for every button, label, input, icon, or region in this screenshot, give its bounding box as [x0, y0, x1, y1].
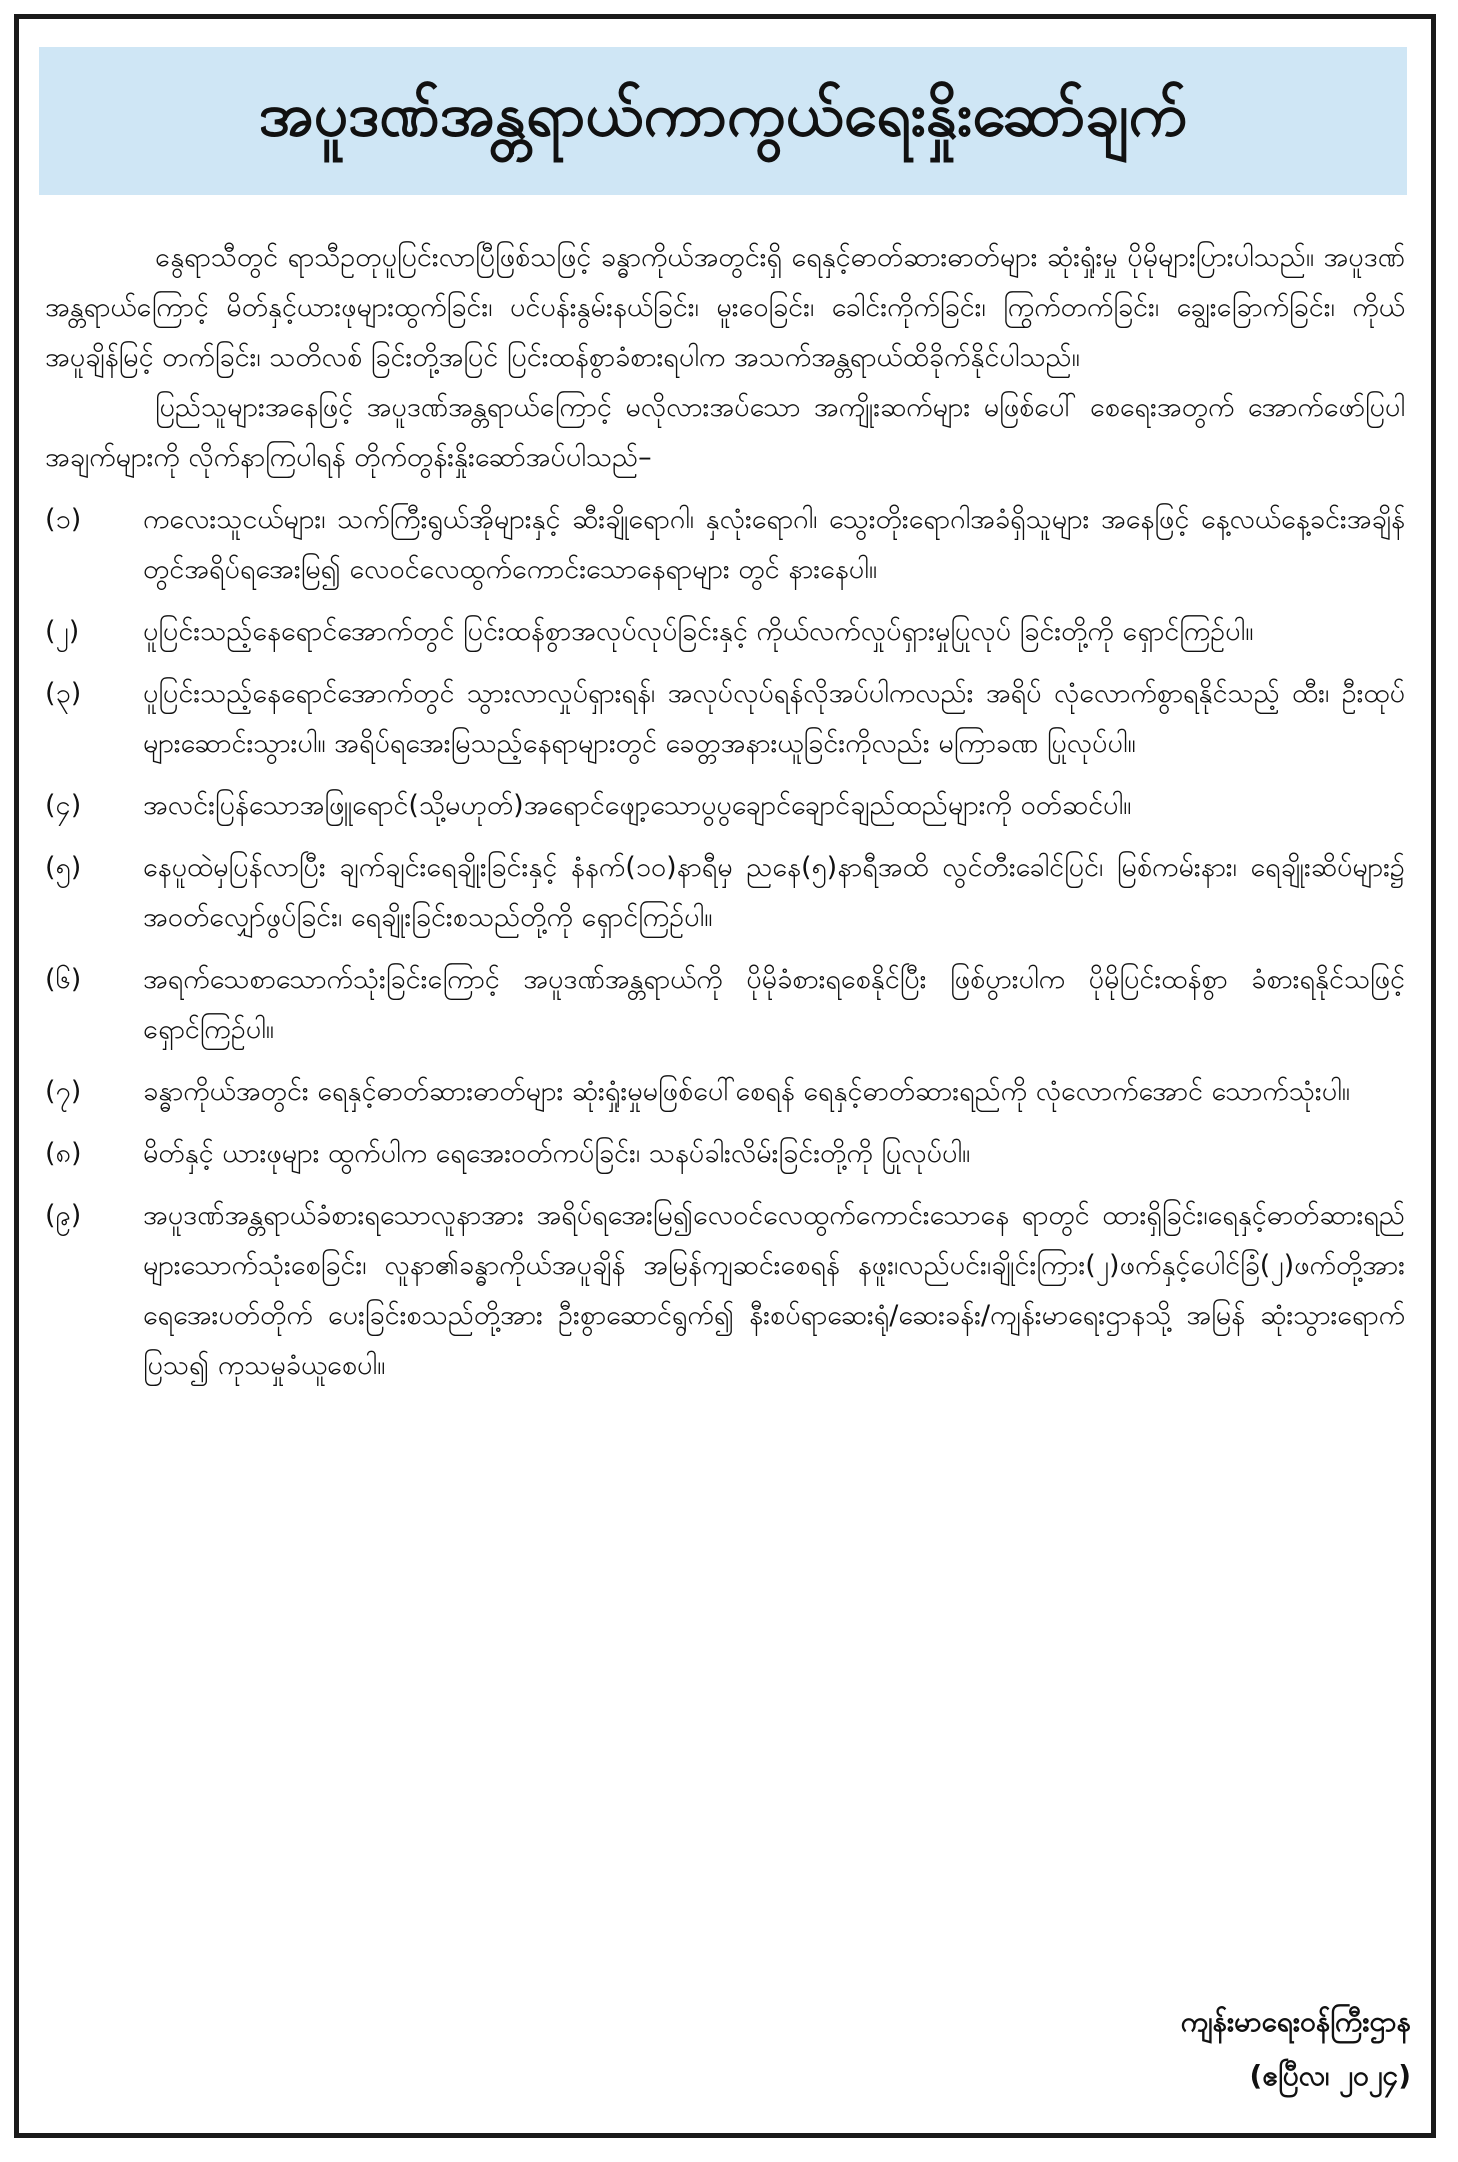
list-item-text: ကလေးသူငယ်များ၊ သက်ကြီးရွယ်အိုများနှင့် ဆီးချိုရောဂါ၊ နှလုံးရောဂါ၊ သွေးတိုးရောဂါအခံရှိသူများ အနေဖြင့် နေ့လယ်နေ့ခင်းအချိန်တွင်အရိပ်ရအေးမြ၍ လေဝင်လေထွက်ကောင်းသောနေရာများ တွင် နားနေပါ။	[143, 504, 1405, 585]
list-item-text: အရက်သေစာသောက်သုံးခြင်းကြောင့် အပူဒဏ်အန္တရာယ်ကို ပိုမိုခံစားရစေနိုင်ပြီး ဖြစ်ပွားပါက ပိုမိုပြင်းထန်စွာ ခံစားရနိုင်သဖြင့် ရှောင်ကြဉ်ပါ။	[143, 964, 1405, 1045]
list-item-number: (၇)	[45, 1076, 82, 1107]
intro-paragraph-2: ပြည်သူများအနေဖြင့် အပူဒဏ်အန္တရာယ်ကြောင့် မလိုလားအပ်သော အကျိုးဆက်များ မဖြစ်ပေါ် စေရေးအတွက် အောက်ဖော်ပြပါအချက်များကို လိုက်နာကြပါရန် တိုက်တွန်းနှိုးဆော်အပ်ပါသည်–	[45, 392, 1405, 473]
list-item-text: ပူပြင်းသည့်နေရောင်အောက်တွင် သွားလာလှုပ်ရှားရန်၊ အလုပ်လုပ်ရန်လိုအပ်ပါကလည်း အရိပ် လုံလောက်စွာရနိုင်သည့် ထီး၊ ဦးထုပ်များဆောင်းသွားပါ။ အရိပ်ရအေးမြသည့်နေရာများတွင် ခေတ္တအနားယူခြင်းကိုလည်း မကြာခဏ ပြုလုပ်ပါ။	[143, 678, 1405, 759]
list-item-number: (၄)	[45, 790, 82, 821]
list-item-text: အပူဒဏ်အန္တရာယ်ခံစားရသောလူနာအား အရိပ်ရအေးမြ၍လေဝင်လေထွက်ကောင်းသောနေ ရာတွင် ထားရှိခြင်း၊ရေနှင့်ဓာတ်ဆားရည်များသောက်သုံးစေခြင်း၊ လူနာ၏ခန္ဓာကိုယ်အပူချိန် အမြန်ကျဆင်းစေရန် နဖူး၊လည်ပင်း၊ချိုင်းကြား(၂)ဖက်နှင့်ပေါင်ခြံ(၂)ဖက်တို့အား ရေအေးပတ်တိုက် ပေးခြင်းစသည်တို့အား ဦးစွာဆောင်ရွက်၍ နီးစပ်ရာဆေးရုံ/ဆေးခန်း/ကျန်းမာရေးဌာနသို့ အမြန် ဆုံးသွားရောက်ပြသ၍ ကုသမှုခံယူစေပါ။	[143, 1200, 1405, 1381]
list-item	[45, 1067, 1405, 1117]
list-item-number: (၃)	[45, 678, 82, 709]
notice-body	[45, 233, 1405, 1391]
list-item-text: ပူပြင်းသည့်နေရောင်အောက်တွင် ပြင်းထန်စွာအလုပ်လုပ်ခြင်းနှင့် ကိုယ်လက်လှုပ်ရှားမှုပြုလုပ် ခြင်းတို့ကို ရှောင်ကြဉ်ပါ။	[143, 616, 1254, 647]
list-item-text: မိတ်နှင့် ယားဖုများ ထွက်ပါက ရေအေးဝတ်ကပ်ခြင်း၊ သနပ်ခါးလိမ်းခြင်းတို့ကို ပြုလုပ်ပါ။	[143, 1138, 971, 1169]
list-item-number: (၈)	[45, 1138, 82, 1169]
title-band	[39, 47, 1407, 195]
list-item	[45, 607, 1405, 657]
list-item	[45, 669, 1405, 769]
list-item-number: (၂)	[45, 616, 80, 647]
issuing-department: ကျန်းမာရေးဝန်ကြီးဌာန	[1180, 2005, 1411, 2038]
list-item	[45, 781, 1405, 831]
notice-title: အပူဒဏ်အန္တရာယ်ကာကွယ်ရေးနှိုးဆော်ချက်	[258, 80, 1188, 150]
issue-date: (ဧပြီလ၊ ၂၀၂၄)	[1249, 2059, 1411, 2092]
list-item-text: အလင်းပြန်သောအဖြူရောင်(သို့မဟုတ်)အရောင်ဖျော့သောပွပွချောင်ချောင်ချည်ထည်များကို ဝတ်ဆင်ပါ။	[143, 790, 1132, 821]
intro-paragraph-1: နွေရာသီတွင် ရာသီဥတုပူပြင်းလာပြီဖြစ်သဖြင့် ခန္ဓာကိုယ်အတွင်းရှိ ရေနှင့်ဓာတ်ဆားဓာတ်များ ဆုံးရှုံးမှု ပိုမိုများပြားပါသည်။ အပူဒဏ်အန္တရာယ်ကြောင့် မိတ်နှင့်ယားဖုများထွက်ခြင်း၊ ပင်ပန်းနွမ်းနယ်ခြင်း၊ မူးဝေခြင်း၊ ခေါင်းကိုက်ခြင်း၊ ကြွက်တက်ခြင်း၊ ချွေးခြောက်ခြင်း၊ ကိုယ်အပူချိန်မြင့် တက်ခြင်း၊ သတိလစ် ခြင်းတို့အပြင် ပြင်းထန်စွာခံစားရပါက အသက်အန္တရာယ်ထိခိုက်နိုင်ပါသည်။	[45, 242, 1405, 373]
list-item	[45, 1191, 1405, 1391]
signature-block	[1181, 1995, 1411, 2103]
list-item-number: (၁)	[45, 504, 82, 535]
list-item-number: (၅)	[45, 852, 82, 883]
list-item-number: (၆)	[45, 964, 82, 995]
list-item-number: (၉)	[45, 1200, 82, 1231]
list-item	[45, 843, 1405, 943]
list-item	[45, 955, 1405, 1055]
notice-frame	[14, 14, 1436, 2138]
list-item-text: နေပူထဲမှပြန်လာပြီး ချက်ချင်းရေချိုးခြင်းနှင့် နံနက်(၁၀)နာရီမှ ညနေ(၅)နာရီအထိ လွင်တီးခေါင်ပြင်၊ မြစ်ကမ်းနား၊ ရေချိုးဆိပ်များ၌ အဝတ်လျှော်ဖွပ်ခြင်း၊ ရေချိုးခြင်းစသည်တို့ကို ရှောင်ကြဉ်ပါ။	[143, 852, 1405, 933]
list-item	[45, 1129, 1405, 1179]
list-item	[45, 495, 1405, 595]
list-item-text: ခန္ဓာကိုယ်အတွင်း ရေနှင့်ဓာတ်ဆားဓာတ်များ ဆုံးရှုံးမှုမဖြစ်ပေါ်စေရန် ရေနှင့်ဓာတ်ဆားရည်ကို လုံလောက်အောင် သောက်သုံးပါ။	[143, 1076, 1350, 1107]
